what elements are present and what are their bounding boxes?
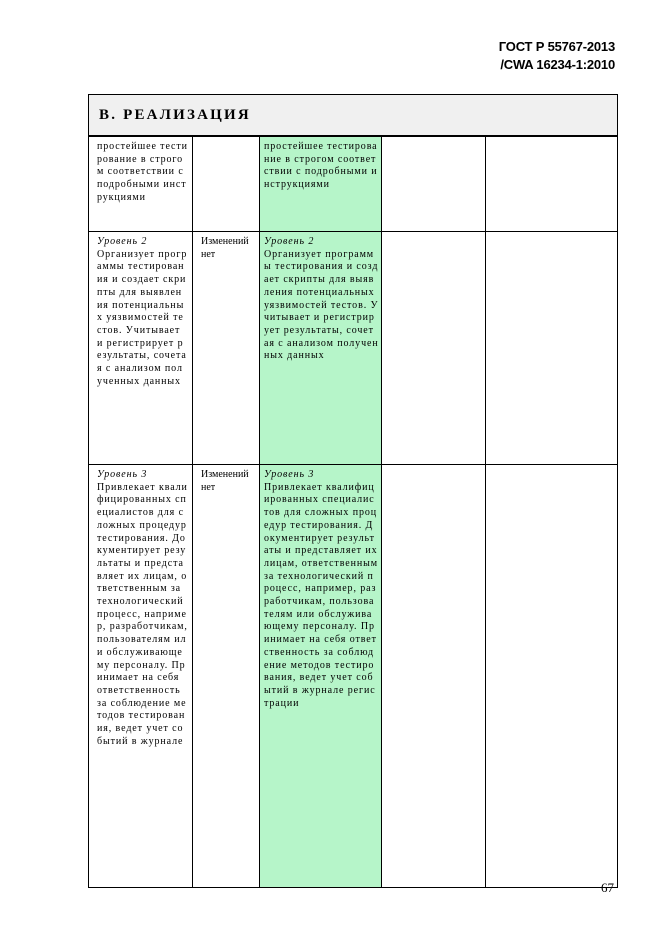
table-row	[89, 232, 618, 465]
empty-cell	[486, 232, 618, 465]
highlighted-text-cell	[260, 136, 382, 232]
highlighted-text: простейшее тестирование в строгом соответствии с подробными инструкциями	[264, 141, 378, 191]
empty-cell	[382, 465, 486, 888]
original-text-cell	[89, 136, 193, 232]
highlighted-text: Привлекает квалифицированных специалистов для сложных процедур тестирования. Документирует результаты и представляет их лицам, ответственным за технологический процесс, например, разработчикам, пользователям или обслуживающему персоналу. Принимает на себя ответственность за соблюдение методов тестирования, ведет учет событий в журнале регистрации	[264, 481, 378, 709]
changes-cell: Изменений нет	[193, 232, 260, 465]
highlighted-text-cell	[260, 232, 382, 465]
empty-cell	[486, 136, 618, 232]
table-row	[89, 136, 618, 232]
document-header	[499, 38, 615, 74]
original-text-cell	[89, 465, 193, 888]
table-row	[89, 465, 618, 888]
level-label: Уровень 2	[97, 236, 148, 247]
standard-number: ГОСТ Р 55767-2013	[498, 39, 615, 54]
highlighted-text-cell	[260, 465, 382, 888]
section-title: В. РЕАЛИЗАЦИЯ	[89, 95, 618, 137]
cwa-number: /CWA 16234-1:2010	[500, 57, 615, 72]
empty-cell	[486, 465, 618, 888]
changes-cell	[193, 136, 260, 232]
level-label: Уровень 2	[264, 236, 315, 247]
highlighted-text: Организует программы тестирования и создает скрипты для выявления потенциальных уязвимостей тестов. Учитывает и регистрирует результаты, сочетая с анализом полученных данных	[264, 248, 379, 362]
section-header-row	[89, 95, 618, 137]
empty-cell	[382, 136, 486, 232]
original-text: простейшее тестирование в строгом соответствии с подробными инструкциями	[97, 141, 188, 203]
empty-cell	[382, 232, 486, 465]
level-label: Уровень 3	[264, 469, 315, 480]
original-text-cell	[89, 232, 193, 465]
page-number: 67	[601, 880, 614, 895]
changes-cell: Изменений нет	[193, 465, 260, 888]
original-text: Привлекает квалифицированных специалистов для сложных процедур тестирования. Документирует результаты и представляет их лицам, ответственным за технологический процесс, например, разработчикам, пользователям или обслуживающему персоналу. Принимает на себя ответственность за соблюдение методов тестирования, ведет учет событий в журнале	[97, 481, 188, 747]
original-text: Организует программы тестирования и создает скрипты для выявления потенциальных уязвимостей тестов. Учитывает и регистрирует результаты, сочетая с анализом полученных данных	[97, 248, 188, 387]
level-label: Уровень 3	[97, 469, 148, 480]
competence-table	[88, 94, 618, 888]
